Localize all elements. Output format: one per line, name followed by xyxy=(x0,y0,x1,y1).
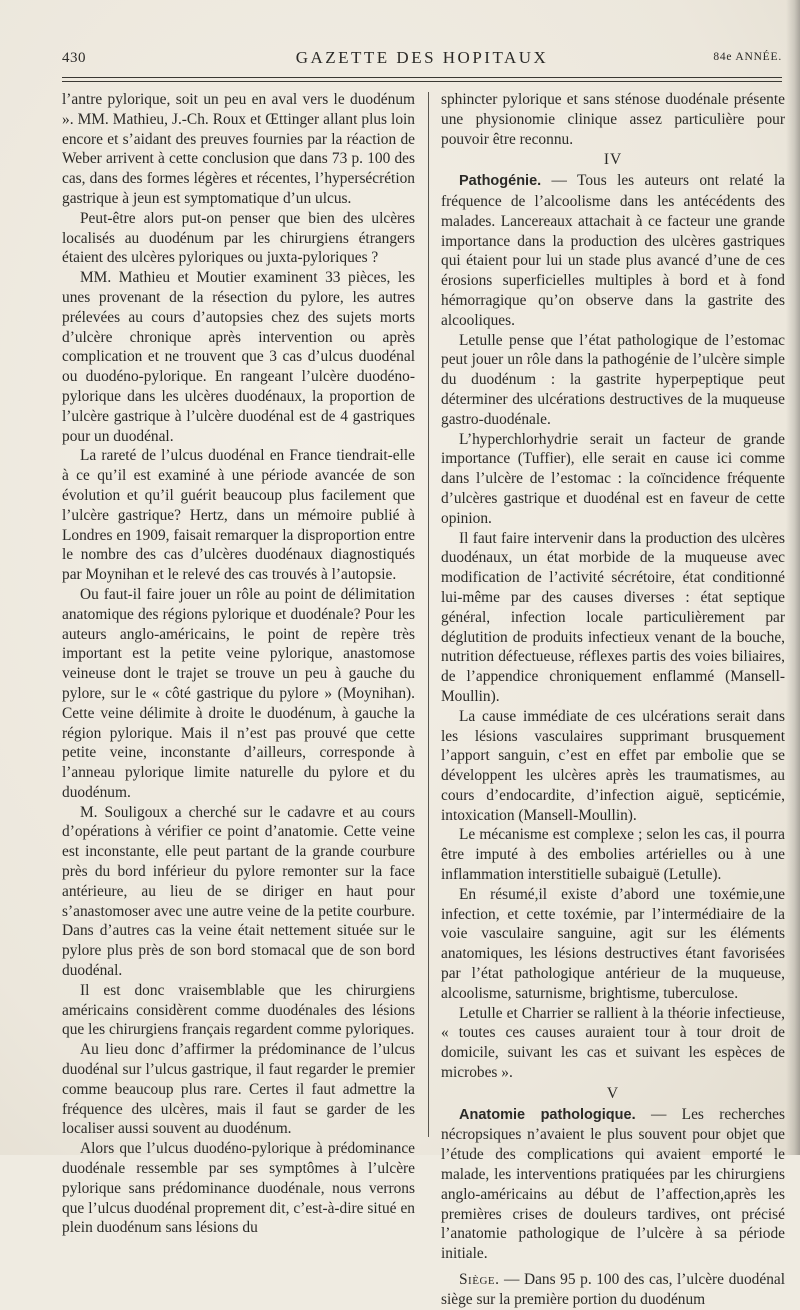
page-header xyxy=(62,46,782,72)
paragraph: l’antre pylorique, soit un peu en aval vers le duodénum ». MM. Mathieu, J.-Ch. Roux et Œttinger allant plus loin encore et s’aidant des preuves fournies par la réaction de Weber arrivent à cette conclusion que dans 73 p. 100 des cas, dans des formes légères et récentes, l’hypersécrétion gastrique à jeun est symptomatique d’un ulcus. xyxy=(62,91,415,207)
paragraph: La cause immédiate de ces ulcérations serait dans les lésions vasculaires supprimant brusquement l’apport sanguin, c’est en effet par embolie que se développent les ulcères après les traumatismes, au cours d’endocardite, d’infection aiguë, septicémie, intoxication (Mansell-Moullin). xyxy=(441,707,785,824)
paragraph: Il est donc vraisemblable que les chirurgiens américains considèrent comme duodénales des lésions que les chirurgiens français regardent comme pyloriques. xyxy=(62,981,415,1039)
paragraph-siege xyxy=(441,1270,785,1310)
section-heading-anatomie: Anatomie pathologique. xyxy=(459,1106,636,1123)
paragraph: Au lieu donc d’affirmer la prédominance de l’ulcus duodénal sur l’ulcus gastrique, il faut regarder le premier comme beaucoup plus rare. Certes il faut admettre la fréquence des ulcères, mais il faut se garder de les localiser aussi souvent au duodénum. xyxy=(62,1041,415,1138)
journal-title: GAZETTE DES HOPITAUX xyxy=(295,48,549,67)
section-lead-paragraph xyxy=(441,171,785,330)
page-spine-shadow xyxy=(786,0,800,1155)
section-lead-text: — Tous les auteurs ont relaté la fréquence de l’alcoolisme dans les antécédents des malades. Lancereaux attachait à ce facteur une grande importance dans la production des ulcères gastriques qui étaient pour lui un stade plus avancé d’une de ces érosions superficielles multiples à bord et à fond hémorragique qu’on observe dans la gastrite des alcooliques. xyxy=(441,172,785,329)
paragraph: En résumé,il existe d’abord une toxémie,une infection, et cette toxémie, par l’intermédiaire de la voie vasculaire sanguine, agit sur les éléments anatomiques, les lésions destructives étant favorisées par l’état pathologique antérieur de la muqueuse, alcoolisme, saturnisme, brightisme, tuberculose. xyxy=(441,885,785,1002)
paragraph: Peut-être alors put-on penser que bien des ulcères localisés au duodénum par les chirurgiens étrangers étaient des ulcères pyloriques ou juxta-pyloriques ? xyxy=(62,209,415,267)
right-column xyxy=(441,90,785,1308)
paragraph: M. Souligoux a cherché sur le cadavre et au cours d’opérations à vérifier ce point d’anatomie. Cette veine est inconstante, elle peut partant de la grande courbure près du bord inférieur du pylore remonter sur la face antérieure, au lieu de se diriger en haut pour s’anastomoser avec une autre veine de la petite courbure. Dans d’autres cas la veine était nettement située sur le pylore plus près de son bord stomacal que de son bord duodénal. xyxy=(62,803,415,980)
column-divider xyxy=(428,92,429,1137)
left-column xyxy=(62,90,415,1237)
siege-text: — Dans 95 p. 100 des cas, l’ulcère duodénal siège sur la première portion du duodénum xyxy=(441,1271,785,1308)
section-lead-paragraph xyxy=(441,1105,785,1264)
paragraph: Le mécanisme est complexe ; selon les cas, il pourra être imputé à des embolies artérielles ou à une inflammation interstitielle subaiguë (Letulle). xyxy=(441,826,785,884)
paragraph: Alors que l’ulcus duodéno-pylorique à prédominance duodénale ressemble par ses symptômes à l’ulcère pylorique sans prédominance duodénale, nous verrons que l’ulcus duodénal proprement dit, c’est-à-dire situé en plein duodénum sans lésions du xyxy=(62,1140,415,1237)
paragraph: Ou faut-il faire jouer un rôle au point de délimitation anatomique des régions pylorique et duodénale? Pour les auteurs anglo-américains, le point de repère très important est la petite veine pylorique, anastomose veineuse dont le trajet se trouve un peu à gauche du pylore, sur le « côté gastrique du pylore » (Moynihan). Cette veine délimite à droite le duodénum, à gauche la région pylorique. Mais il n’est pas prouvé que cette petite veine, inconstante d’ailleurs, corresponde à l’anneau pylorique limite naturelle du pylore et du duodénum. xyxy=(62,585,415,801)
paragraph: L’hyperchlorhydrie serait un facteur de grande importance (Tuffier), elle serait en cause ici comme dans l’ulcère de l’estomac : la coïncidence fréquente d’ulcères gastrique et duodénal est en faveur de cette opinion. xyxy=(441,430,785,527)
section-number-v: V xyxy=(606,1084,620,1102)
subheading-siege: Siège. xyxy=(459,1271,500,1289)
header-rule-thin xyxy=(62,81,782,82)
header-rule-thick xyxy=(62,77,782,78)
paragraph: sphincter pylorique et sans sténose duodénale présente une physionomie clinique assez particulière pour pouvoir être reconnu. xyxy=(441,91,785,148)
section-lead-text: — Les recherches nécropsiques n’avaient le plus souvent pour objet que l’étude des complications qui avaient emporté le malade, les interventions pratiquées par les chirurgiens anglo-américains au début de l’affection,après les premières crises de douleurs tardives, ont précisé l’anatomie pathologique de l’ulcère à sa période initiale. xyxy=(441,1105,785,1263)
paragraph: Il faut faire intervenir dans la production des ulcères duodénaux, un état morbide de la muqueuse avec modification de l’activité sécrétoire, état conditionné lui-même par des causes diverses : état septique général, infection locale particulièrement par déglutition de produits infectieux venant de la bouche, nutrition défectueuse, réflexes partis des voies biliaires, de l’appendice chroniquement enflammé (Mansell-Moullin). xyxy=(441,529,785,705)
paragraph: Letulle et Charrier se rallient à la théorie infectieuse, « toutes ces causes auraient tour à tour droit de domicile, suivant les cas et suivant les espèces de microbes ». xyxy=(441,1004,785,1082)
page-number: 430 xyxy=(62,50,86,66)
paragraph: MM. Mathieu et Moutier examinent 33 pièces, les unes provenant de la résection du pylore, les autres prélevées au cours d’autopsies chez des sujets morts d’ulcère chronique après intervention ou après complication et ne trouvent que 3 cas d’ulcus duodénal ou duodéno-pylorique. En rangeant l’ulcère duodéno-pylorique dans les ulcères duodénaux, la proportion de l’ulcère gastrique à l’ulcère duodénal est de 4 gastriques pour un duodénal. xyxy=(62,269,415,445)
section-heading-pathogenie: Pathogénie. xyxy=(459,173,542,190)
year-label: 84e ANNÉE. xyxy=(713,51,782,63)
paragraph: Letulle pense que l’état pathologique de l’estomac peut jouer un rôle dans la pathogénie de l’ulcère simple du duodénum : la gastrite hyperpeptique peut déterminer des ulcérations destructives de la muqueuse gastro-duodénale. xyxy=(441,331,785,428)
section-number-iv: IV xyxy=(603,151,623,169)
paragraph: La rareté de l’ulcus duodénal en France tiendrait-elle à ce qu’il est examiné à une période avancée de son évolution et qu’il guérit beaucoup plus facilement que l’ulcère gastrique? Hertz, dans un mémoire publié à Londres en 1909, faisait remarquer la disproportion entre le nombre des cas d’ulcères duodénaux diagnostiqués par Moynihan et le relevé des cas trouvés à l’autopsie. xyxy=(62,447,415,584)
